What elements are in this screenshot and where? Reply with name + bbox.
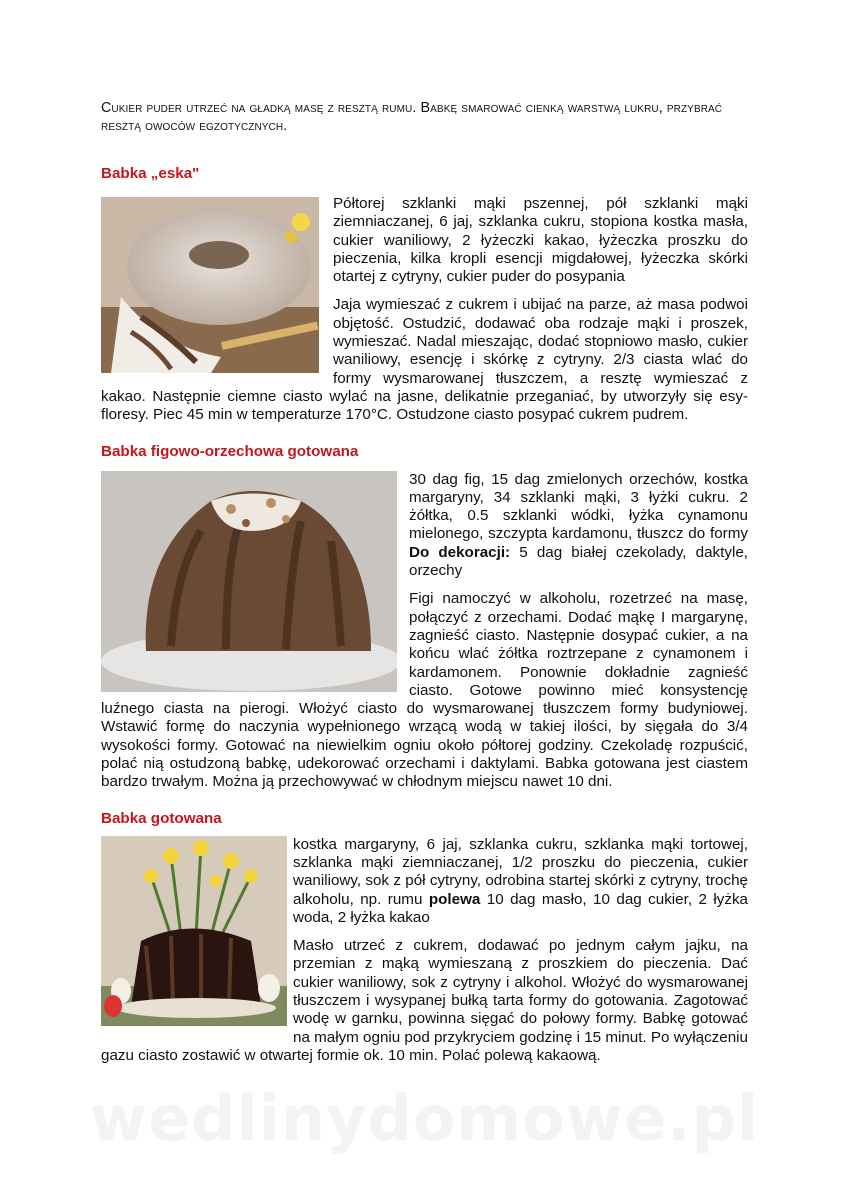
recipe-title-figowo: Babka figowo-orzechowa gotowana bbox=[101, 442, 359, 460]
babka-eska-photo bbox=[101, 197, 319, 373]
recipe-ingredients-eska: Półtorej szklanki mąki pszennej, pół szklanki mąki ziemniaczanej, 6 jaj, szklanka cukru, stopiona kostka masła, cukier waniliowy, 2 łyżeczki kakao, łyżeczka proszku do pieczenia, kilka kropli esencji migdałowej, łyżeczka skórki otartej z cytryny, cukier puder do posypania bbox=[333, 195, 748, 286]
babka-gotowana-photo bbox=[101, 836, 287, 1026]
recipe-ingredients-figowo: 30 dag fig, 15 dag zmielonych orzechów, kostka margaryny, 34 szklanki mąki, 3 łyżki cukru. 2 żółtka, 0.5 szklanki wódki, łyżka cynamonu mielonego, szczypta kardamonu, tłuszcz do formy Do dekoracji: 5 dag białej czekolady, daktyle, orzechy bbox=[409, 470, 748, 580]
intro-text: Cukier puder utrzeć na gładką masę z resztą rumu. Babkę smarować cienką warstwą lukru, przybrać resztą owoców egzotycznych. bbox=[101, 100, 723, 134]
watermark: wedlinydomowe.pl bbox=[89, 1082, 760, 1155]
decoration-label: Do dekoracji: bbox=[409, 543, 511, 561]
babka-figowo-photo bbox=[101, 471, 397, 692]
recipe-method-eska: Jaja wymieszać z cukrem i ubijać na parze, aż masa podwoi objętość. Ostudzić, dodawać oba rodzaje mąki i proszek, wymieszać. Nadal mieszając, dodać stopniowo masło, cukier waniliowy, esencję i skórkę z cytryny. 2/3 ciasta wlać do formy wysmarowanej tłuszczem, a resztę wymieszać z kakao. Następnie ciemne ciasto wylać na jasne, delikatnie przeganiać, by utworzyły się esy-floresy. Piec 45 min w temperaturze 170°C. Ostudzone ciasto posypać cukrem pudrem. bbox=[101, 296, 748, 424]
recipe-title-gotowana: Babka gotowana bbox=[101, 809, 222, 827]
recipe-ingredients-gotowana: kostka margaryny, 6 jaj, szklanka cukru, szklanka mąki tortowej, szklanka mąki ziemniaczanej, 1/2 proszku do pieczenia, cukier waniliowy, sok z pół cytryny, odrobina startej skórki z cytryny, trochę alkoholu, np. rumu polewa 10 dag masło, 10 dag cukier, 2 łyżka woda, 2 łyżka kakao bbox=[293, 835, 748, 926]
recipe-method-gotowana: Masło utrzeć z cukrem, dodawać po jednym całym jajku, na przemian z mąką wymieszaną z proszkiem do pieczenia. Dać cukier waniliowy, sok z cytryny i alkohol. Włożyć do wysmarowanej tłuszczem i wysypanej bułką tarta formy do gotowania. Zagotować wodę w garnku, powinna sięgać do połowy formy. Babkę gotować na małym ogniu pod przykryciem godzinę i 15 minut. Po wyłączeniu gazu ciasto zostawić w otwartej formie ok. 10 min. Polać polewą kakaową. bbox=[101, 937, 748, 1064]
recipe-method-figowo: Figi namoczyć w alkoholu, rozetrzeć na masę, połączyć z orzechami. Dodać mąkę I margarynę, zagnieść ciasto. Następnie dosypać cukier, a na końcu wlać żółtka roztrzepane z cynamonem i kardamonem. Ponownie dokładnie zagnieść ciasto. Gotowe powinno mieć konsystencję luźnego ciasta na pierogi. Włożyć ciasto do wysmarowanej tłuszczem formy budyniowej. Wstawić formę do naczynia wypełnionego wrzącą wodą w takiej ilości, by sięgała do 3/4 wysokości formy. Gotować na niewielkim ogniu około półtorej godziny. Czekoladę rozpuścić, polać nią ostudzoną babkę, udekorować orzechami i daktylami. Babka gotowana jest ciastem bardzo trwałym. Można ją przechowywać w chłodnym miejscu nawet 10 dni. bbox=[101, 590, 748, 791]
recipe-title-eska: Babka „eska" bbox=[101, 165, 200, 182]
polewa-label: polewa bbox=[428, 890, 481, 908]
document-page bbox=[101, 99, 748, 1065]
